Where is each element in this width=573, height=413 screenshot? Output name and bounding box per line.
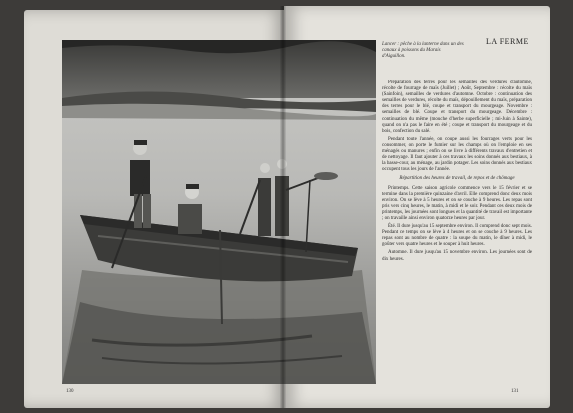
photograph-image: [62, 40, 376, 384]
running-head: LA FERME: [486, 37, 529, 46]
body-paragraph: Automne. Il dure jusqu'au 15 novembre environ. Les journées sont de dix heures.: [382, 250, 532, 262]
page-number-left: 130: [66, 389, 74, 394]
fishing-boat-photograph: [62, 40, 376, 384]
body-paragraph: Été. Il dure jusqu'au 15 septembre environ. Il comprend donc sept mois. Pendant ce temps on se lève à 4 heures et on se couche à 9 heures. Les repas sont au nombre de quatre : la soupe du matin, le dîner à midi, le goûter vers quatre heures et le souper à huit heures.: [382, 224, 532, 248]
body-paragraph: Préparation des terres pour les semailles des verdures d'automne, récolte de fourrage de maïs (Juillet) ; Août, Septembre : récolte du maïs (Sainfoin), semailles de verdures d'automne. Octobre : continuation des semailles de verdures, récolte du maïs, dépouillement du maïs, préparation des terres pour le blé, coupe et transport du mourgeage. Novembre : semailles de blé. Coupe et transport du mourgeage. Décembre : continuation du même (mouche d'herbe superficielle ; mi-Juin à Sainte), quand on n'a pas le faire en été ; coupe et transport du mourgeage et du bois, confection du salé.: [382, 80, 532, 134]
page-number-right: 131: [511, 389, 519, 394]
section-subheading: Répartition des heures de travail, de repos et de chômage: [399, 176, 515, 182]
book-gutter: [280, 6, 286, 408]
body-text: [382, 80, 532, 376]
photo-caption: Lancer : pêche à la lanterne dans un des canaux à poissons du Marais d'Aiguillon.: [382, 42, 464, 59]
body-paragraph: Pendant toute l'année, on coupe aussi les fourrages verts pour les consommer, on porte le fumier sur les champs où on l'emploie en ses ménagés ou manures ; enfin on se livre à différents travaux d'entretien et de nettoyage. Il faut ajouter à ces travaux les soins donnés aux bestiaux, à la basse-cour, au ménage, au jardin potager. Les soins donnés aux bestiaux occupent tous les jours de l'année.: [382, 136, 532, 173]
body-paragraph: Printemps. Cette saison agricole commence vers le 15 février et se termine dans la première quinzaine d'avril. Elle comprend donc deux mois environ. On se lève à 5 heures et on se couche à 9 heures. Les repas sont pris vers cinq heures, le matin, à midi et le soir. Pendant ces deux mois de printemps, les journées sont longues et la quantité de travail est importante ; on travaille ainsi environ quatorze heures par jour.: [382, 185, 532, 221]
